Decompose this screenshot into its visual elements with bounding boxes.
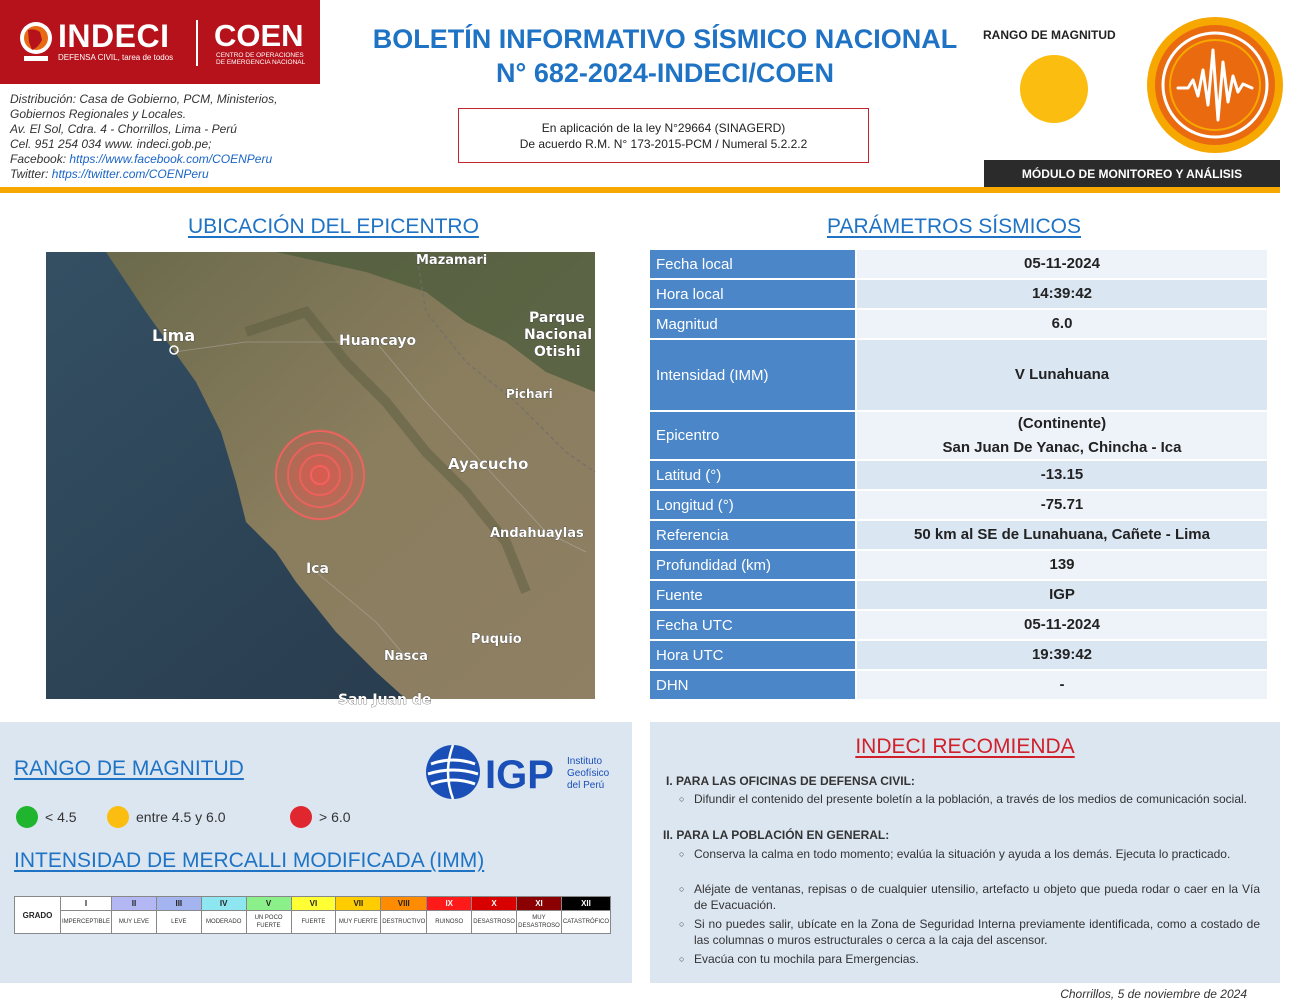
- twitter-line: [10, 167, 310, 182]
- param-key: Hora UTC: [650, 641, 855, 669]
- mercalli-level-num: X: [472, 897, 516, 911]
- igp-logo: [425, 742, 615, 802]
- mercalli-level-num: I: [61, 897, 111, 911]
- param-row-hora-utc: [650, 641, 1267, 669]
- map-label-lima: Lima: [152, 326, 196, 345]
- param-key: Hora local: [650, 280, 855, 308]
- param-value: -13.15: [857, 461, 1267, 489]
- header-divider: [0, 187, 1280, 193]
- map-label-mazamari: Mazamari: [416, 253, 488, 268]
- magnitude-range-label: RANGO DE MAGNITUD: [983, 28, 1116, 42]
- magnitude-range-indicator: [1020, 55, 1088, 123]
- epicenter-title: UBICACIÓN DEL EPICENTRO: [188, 215, 479, 238]
- indeci-coen-logo: [0, 0, 320, 84]
- param-value: IGP: [857, 581, 1267, 609]
- igp-wordmark: IGP: [485, 753, 554, 797]
- legend-label: > 6.0: [319, 809, 351, 825]
- param-row-referencia: [650, 521, 1267, 549]
- recommendation-heading-1: I. PARA LAS OFICINAS DE DEFENSA CIVIL:: [666, 774, 915, 788]
- igp-sub-1: Instituto: [567, 756, 603, 767]
- coen-subtitle-1: CENTRO DE OPERACIONES: [216, 52, 304, 59]
- mercalli-level-num: XII: [562, 897, 610, 911]
- mercalli-level-num: VI: [292, 897, 336, 911]
- seismic-params-table: [650, 250, 1267, 701]
- twitter-label: Twitter:: [10, 167, 52, 181]
- mercalli-level: [336, 897, 381, 933]
- param-row-longitud: [650, 491, 1267, 519]
- magnitude-range-title: RANGO DE MAGNITUD: [14, 757, 244, 780]
- param-row-epicentro: [650, 412, 1267, 459]
- param-value: 05-11-2024: [857, 250, 1267, 278]
- red-dot-icon: [290, 806, 312, 828]
- mercalli-level-num: VIII: [381, 897, 426, 911]
- facebook-line: [10, 152, 310, 167]
- param-row-dhn: [650, 671, 1267, 699]
- igp-sub-3: del Perú: [567, 780, 605, 791]
- recommendation-heading-2: II. PARA LA POBLACIÓN EN GENERAL:: [663, 828, 890, 842]
- legend-low: [16, 806, 77, 828]
- param-key: DHN: [650, 671, 855, 699]
- map-label-huancayo: Huancayo: [339, 333, 417, 349]
- mercalli-title: INTENSIDAD DE MERCALLI MODIFICADA (IMM): [14, 849, 485, 872]
- mercalli-level-desc: MODERADO: [206, 919, 242, 925]
- facebook-link[interactable]: https://www.facebook.com/COENPeru: [69, 152, 273, 166]
- param-row-magnitud: [650, 310, 1267, 338]
- indeci-wordmark: INDECI: [58, 18, 170, 54]
- legend-label: entre 4.5 y 6.0: [136, 809, 226, 825]
- mercalli-level: [292, 897, 337, 933]
- igp-sub-2: Geofísico: [567, 768, 610, 779]
- param-row-profundidad: [650, 551, 1267, 579]
- mercalli-grado-label: GRADO: [15, 897, 61, 933]
- mercalli-level-num: II: [112, 897, 156, 911]
- map-label-nacional: Nacional: [524, 327, 593, 343]
- map-label-ica: Ica: [306, 561, 329, 577]
- param-value: V Lunahuana: [857, 340, 1267, 410]
- law-reference-box: [458, 108, 869, 163]
- recommendation-item: ○ Conserva la calma en todo momento; evalúa la situación y ayuda a los demás. Ejecuta lo practicado.: [694, 846, 1260, 862]
- legend-label: < 4.5: [45, 809, 77, 825]
- seismograph-icon: [1140, 10, 1290, 160]
- contact-line: Cel. 951 254 034 www. indeci.gob.pe;: [10, 137, 212, 151]
- distribution-line: Distribución: Casa de Gobierno, PCM, Ministerios,: [10, 92, 278, 106]
- param-value: -: [857, 671, 1267, 699]
- mercalli-level-desc: FUERTE: [301, 919, 326, 925]
- bulletin-title: [345, 22, 985, 90]
- map-label-parque: Parque: [529, 310, 585, 326]
- law-line: En aplicación de la ley N°29664 (SINAGERD): [541, 121, 786, 135]
- mercalli-level-desc: MUY LEVE: [118, 919, 150, 925]
- mercalli-level-num: IV: [202, 897, 246, 911]
- mercalli-level: [247, 897, 292, 933]
- mercalli-level-num: III: [157, 897, 201, 911]
- mercalli-level: [427, 897, 472, 933]
- map-label-otishi: Otishi: [534, 344, 581, 360]
- param-row-intensidad: [650, 340, 1267, 410]
- mercalli-level-desc: MUY FUERTE: [338, 919, 378, 925]
- recommendation-item: ○ Evacúa con tu mochila para Emergencias.: [694, 951, 1260, 967]
- mercalli-level: [381, 897, 427, 933]
- mercalli-level: [157, 897, 202, 933]
- param-row-hora-local: [650, 280, 1267, 308]
- recommendations-panel: [650, 722, 1280, 983]
- distribution-line: Gobiernos Regionales y Locales.: [10, 107, 187, 121]
- param-key: Fecha UTC: [650, 611, 855, 639]
- mercalli-level-num: VII: [336, 897, 380, 911]
- epicenter-map[interactable]: [46, 252, 595, 708]
- mercalli-scale-table: [14, 896, 611, 934]
- indeci-tagline: DEFENSA CIVIL, tarea de todos: [58, 53, 174, 62]
- param-row-fecha-utc: [650, 611, 1267, 639]
- mercalli-level-desc: CATASTRÓFICO: [562, 919, 610, 925]
- param-value: 05-11-2024: [857, 611, 1267, 639]
- mercalli-level-desc: UN POCO FUERTE: [254, 915, 283, 929]
- mercalli-level: [112, 897, 157, 933]
- param-key: Profundidad (km): [650, 551, 855, 579]
- mercalli-level: [472, 897, 517, 933]
- bulletin-title-line1: BOLETÍN INFORMATIVO SÍSMICO NACIONAL: [372, 24, 958, 54]
- map-label-pichari: Pichari: [506, 387, 553, 401]
- param-value: -75.71: [857, 491, 1267, 519]
- param-value: 19:39:42: [857, 641, 1267, 669]
- recommendation-item: ○ Difundir el contenido del presente boletín a la población, a través de los medios de comunicación social.: [694, 791, 1260, 807]
- mercalli-level-desc: DESTRUCTIVO: [382, 919, 426, 925]
- param-value: 14:39:42: [857, 280, 1267, 308]
- epicenter-location: San Juan De Yanac, Chincha - Ica: [942, 438, 1182, 456]
- distribution-info: [10, 92, 310, 182]
- map-label-sanjuan: San Juan de: [338, 692, 432, 708]
- magnitude-intensity-panel: [0, 722, 632, 983]
- mercalli-level-desc: DESASTROSO: [473, 919, 515, 925]
- indeci-emblem-icon: [18, 18, 54, 64]
- mercalli-level: [562, 897, 610, 933]
- yellow-dot-icon: [107, 806, 129, 828]
- param-value: [857, 412, 1267, 459]
- mercalli-level-desc: LEVE: [171, 919, 187, 925]
- param-value: 6.0: [857, 310, 1267, 338]
- recommendation-item: ○ Si no puedes salir, ubícate en la Zona de Seguridad Interna previamente identificada, como a costado de las columnas o muros estructurales o cerca a la caja del ascensor.: [694, 916, 1260, 948]
- param-key: Fuente: [650, 581, 855, 609]
- coen-wordmark: COEN: [214, 18, 304, 53]
- mercalli-level-desc: MUY DESASTROSO: [518, 915, 560, 929]
- bulletin-number: N° 682-2024-INDECI/COEN: [496, 58, 834, 88]
- legend-mid: [107, 806, 226, 828]
- law-line: De acuerdo R.M. N° 173-2015-PCM / Numeral 5.2.2.2: [519, 137, 808, 151]
- mercalli-level-num: XI: [517, 897, 561, 911]
- coen-subtitle-2: DE EMERGENCIA NACIONAL: [216, 59, 306, 66]
- mercalli-level-desc: RUINOSO: [435, 919, 464, 925]
- seismic-params-title: PARÁMETROS SÍSMICOS: [827, 215, 1081, 238]
- logo-divider: [196, 20, 198, 66]
- map-label-andahuaylas: Andahuaylas: [490, 526, 584, 541]
- param-key: Magnitud: [650, 310, 855, 338]
- footer-date: Chorrillos, 5 de noviembre de 2024: [1060, 987, 1247, 1001]
- facebook-label: Facebook:: [10, 152, 70, 166]
- param-row-fecha-local: [650, 250, 1267, 278]
- mercalli-level: [517, 897, 562, 933]
- module-bar: MÓDULO DE MONITOREO Y ANÁLISIS: [984, 160, 1280, 187]
- address-line: Av. El Sol, Cdra. 4 - Chorrillos, Lima - Perú: [10, 122, 237, 136]
- param-key: Fecha local: [650, 250, 855, 278]
- map-canvas: [46, 252, 595, 708]
- twitter-link[interactable]: https://twitter.com/COENPeru: [51, 167, 209, 181]
- mercalli-level: [202, 897, 247, 933]
- recommendations-title: INDECI RECOMIENDA: [855, 735, 1075, 758]
- mercalli-level-desc: IMPERCEPTIBLE: [62, 919, 111, 925]
- param-row-fuente: [650, 581, 1267, 609]
- param-value: 139: [857, 551, 1267, 579]
- mercalli-level-num: V: [247, 897, 291, 911]
- mercalli-level-num: IX: [427, 897, 471, 911]
- recommendation-item: ○ Aléjate de ventanas, repisas o de cualquier utensilio, artefacto u objeto que pueda rodar o caer en la Vía de Evacuación.: [694, 881, 1260, 913]
- legend-high: [290, 806, 351, 828]
- param-key: Latitud (°): [650, 461, 855, 489]
- param-value: 50 km al SE de Lunahuana, Cañete - Lima: [857, 521, 1267, 549]
- param-key: Intensidad (IMM): [650, 340, 855, 410]
- param-key: Referencia: [650, 521, 855, 549]
- map-label-ayacucho: Ayacucho: [448, 455, 529, 473]
- param-row-latitud: [650, 461, 1267, 489]
- param-key: Longitud (°): [650, 491, 855, 519]
- map-label-puquio: Puquio: [471, 632, 522, 647]
- epicenter-type: (Continente): [1017, 414, 1107, 432]
- map-label-nasca: Nasca: [384, 649, 428, 664]
- param-key: Epicentro: [650, 412, 855, 459]
- mercalli-level: [61, 897, 112, 933]
- green-dot-icon: [16, 806, 38, 828]
